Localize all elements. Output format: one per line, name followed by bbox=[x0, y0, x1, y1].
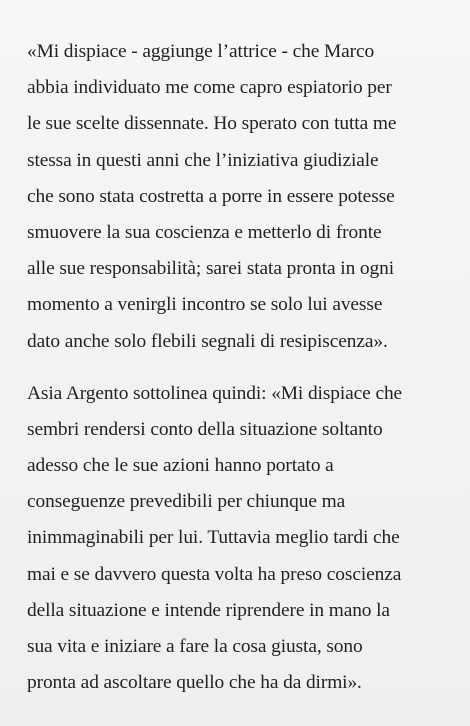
text-line: dato anche solo flebili segnali di resipiscenza». bbox=[27, 330, 388, 352]
text-line: della situazione e intende riprendere in mano la bbox=[27, 599, 390, 621]
text-line: mai e se davvero questa volta ha preso coscienza bbox=[27, 563, 402, 585]
text-line: stessa in questi anni che l’iniziativa giudiziale bbox=[27, 149, 379, 171]
text-line: sua vita e iniziare a fare la cosa giusta, sono bbox=[27, 636, 363, 657]
paragraph-quote-1 bbox=[27, 34, 452, 360]
text-line: momento a venirgli incontro se solo lui avesse bbox=[27, 294, 383, 316]
text-line: sembri rendersi conto della situazione soltanto bbox=[27, 418, 383, 440]
paragraph-quote-2 bbox=[27, 376, 452, 702]
text-line: inimmaginabili per lui. Tuttavia meglio tardi che bbox=[27, 527, 400, 549]
text-line: le sue scelte dissennate. Ho sperato con tutta me bbox=[27, 113, 397, 135]
text-line: alle sue responsabilità; sarei stata pronta in ogni bbox=[27, 258, 394, 280]
text-line: pronta ad ascoltare quello che ha da dirmi». bbox=[27, 672, 362, 694]
text-line: adesso che le sue azioni hanno portato a bbox=[27, 455, 334, 477]
text-line: «Mi dispiace - aggiunge l’attrice - che Marco bbox=[27, 41, 375, 62]
article-body bbox=[27, 34, 452, 701]
text-line: smuovere la sua coscienza e metterlo di fronte bbox=[27, 221, 382, 243]
text-line: che sono stata costretta a porre in essere potesse bbox=[27, 185, 395, 207]
text-line: conseguenze prevedibili per chiunque ma bbox=[27, 491, 346, 513]
text-line: abbia individuato me come capro espiatorio per bbox=[27, 77, 392, 99]
text-line: Asia Argento sottolinea quindi: «Mi dispiace che bbox=[27, 382, 403, 404]
